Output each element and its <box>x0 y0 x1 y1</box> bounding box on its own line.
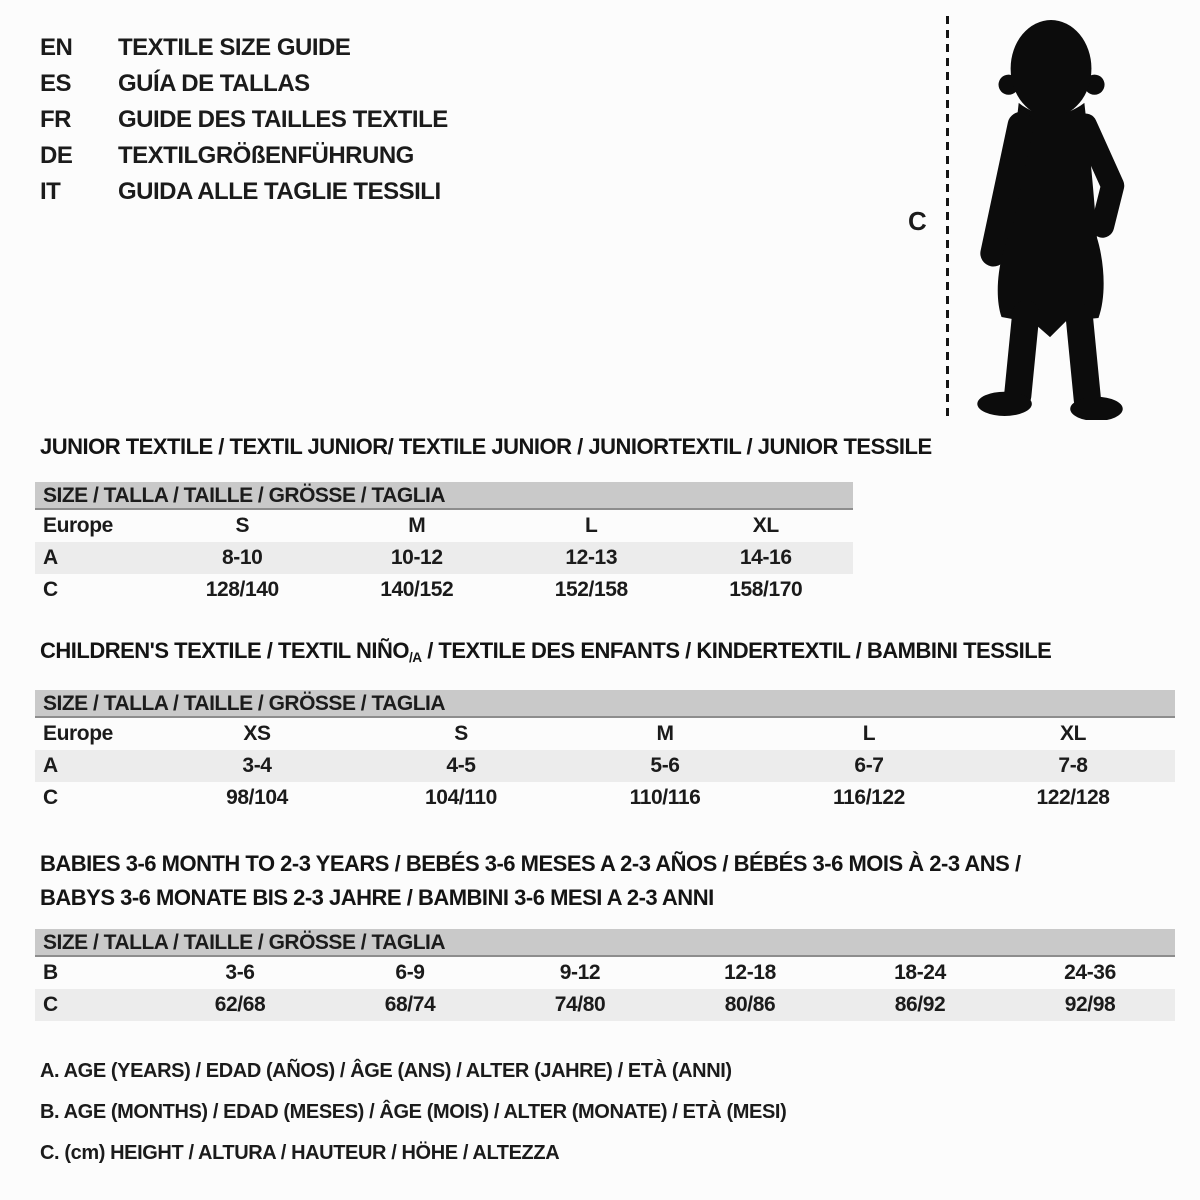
language-title: GUIDA ALLE TAGLIE TESSILI <box>118 178 441 205</box>
measure-legend <box>40 1060 786 1183</box>
children-title-prefix: CHILDREN'S TEXTILE / TEXTIL NIÑO <box>40 638 409 663</box>
table-row-age <box>35 542 853 574</box>
babies-section-title <box>40 847 1021 915</box>
table-cell: 18-24 <box>894 961 946 984</box>
table-row-europe <box>35 718 1175 750</box>
table-cell: 74/80 <box>554 993 606 1016</box>
table-cell: 158/170 <box>729 578 803 601</box>
table-cell: M <box>656 722 674 745</box>
table-cell: 122/128 <box>1036 786 1110 809</box>
babies-title-line1: BABIES 3-6 MONTH TO 2-3 YEARS / BEBÉS 3-6 MESES A 2-3 AÑOS / BÉBÉS 3-6 MOIS À 2-3 ANS / <box>40 851 1021 876</box>
row-label: B <box>43 961 58 984</box>
language-list <box>40 30 448 210</box>
language-title: TEXTILGRÖßENFÜHRUNG <box>118 142 414 169</box>
language-title: TEXTILE SIZE GUIDE <box>118 34 351 61</box>
table-row-height <box>35 782 1175 814</box>
size-header-band: SIZE / TALLA / TAILLE / GRÖSSE / TAGLIA <box>35 482 853 510</box>
table-cell: 104/110 <box>425 786 497 809</box>
table-cell: 12-18 <box>724 961 776 984</box>
table-cell: L <box>585 514 598 537</box>
table-cell: XL <box>752 514 779 537</box>
babies-size-table <box>35 929 1175 1021</box>
row-label: C <box>43 786 58 809</box>
language-code: EN <box>40 34 73 61</box>
language-title: GUIDE DES TAILLES TEXTILE <box>118 106 448 133</box>
legend-line-b: B. AGE (MONTHS) / EDAD (MESES) / ÂGE (MOIS) / ALTER (MONATE) / ETÀ (MESI) <box>40 1101 787 1123</box>
table-cell: 110/116 <box>629 786 701 809</box>
table-cell: 116/122 <box>833 786 905 809</box>
table-cell: XL <box>1059 722 1087 745</box>
row-label: C <box>43 578 58 601</box>
row-label: Europe <box>43 722 113 745</box>
table-cell: 3-6 <box>225 961 255 984</box>
table-cell: 128/140 <box>205 578 279 601</box>
table-cell: 24-36 <box>1064 961 1116 984</box>
language-row <box>40 66 448 102</box>
table-cell: 98/104 <box>226 786 288 809</box>
table-cell: 86/92 <box>894 993 946 1016</box>
language-title: GUÍA DE TALLAS <box>118 70 310 97</box>
language-row <box>40 102 448 138</box>
table-cell: 80/86 <box>724 993 776 1016</box>
table-cell: S <box>235 514 250 537</box>
language-row <box>40 174 448 210</box>
table-cell: XS <box>243 722 271 745</box>
table-row-height <box>35 574 853 606</box>
table-row-height <box>35 989 1175 1021</box>
row-label: C <box>43 993 58 1016</box>
table-cell: 152/158 <box>554 578 628 601</box>
table-cell: 5-6 <box>650 754 680 777</box>
table-cell: 8-10 <box>222 546 263 569</box>
legend-line-a: A. AGE (YEARS) / EDAD (AÑOS) / ÂGE (ANS) / ALTER (JAHRE) / ETÀ (ANNI) <box>40 1060 732 1082</box>
table-cell: 9-12 <box>559 961 601 984</box>
table-cell: 4-5 <box>446 754 476 777</box>
table-cell: 6-9 <box>395 961 425 984</box>
table-row-age-months <box>35 957 1175 989</box>
junior-section-title: JUNIOR TEXTILE / TEXTIL JUNIOR/ TEXTILE JUNIOR / JUNIORTEXTIL / JUNIOR TESSILE <box>40 434 932 459</box>
babies-title-line2: BABYS 3-6 MONATE BIS 2-3 JAHRE / BAMBINI 3-6 MESI A 2-3 ANNI <box>40 885 714 910</box>
height-measure-line <box>946 16 949 418</box>
children-section-title <box>40 638 1051 664</box>
table-cell: S <box>454 722 468 745</box>
row-label: Europe <box>43 514 113 537</box>
language-row <box>40 138 448 174</box>
size-header-band: SIZE / TALLA / TAILLE / GRÖSSE / TAGLIA <box>35 929 1175 957</box>
children-title-suffix: / TEXTILE DES ENFANTS / KINDERTEXTIL / BAMBINI TESSILE <box>421 638 1052 663</box>
language-code: DE <box>40 142 73 169</box>
table-cell: 7-8 <box>1058 754 1088 777</box>
language-code: FR <box>40 106 71 133</box>
row-label: A <box>43 546 58 569</box>
table-cell: L <box>862 722 876 745</box>
language-row <box>40 30 448 66</box>
table-cell: M <box>408 514 426 537</box>
table-cell: 68/74 <box>384 993 436 1016</box>
table-cell: 14-16 <box>739 546 792 569</box>
table-cell: 6-7 <box>854 754 884 777</box>
language-code: IT <box>40 178 61 205</box>
junior-size-table <box>35 482 853 606</box>
table-cell: 92/98 <box>1064 993 1116 1016</box>
children-title-subscript: /A <box>408 649 422 665</box>
table-row-age <box>35 750 1175 782</box>
measure-label-c: C <box>908 206 927 236</box>
row-label: A <box>43 754 58 777</box>
language-code: ES <box>40 70 72 97</box>
table-cell: 10-12 <box>390 546 443 569</box>
children-size-table <box>35 690 1175 814</box>
table-cell: 140/152 <box>380 578 454 601</box>
table-cell: 62/68 <box>214 993 266 1016</box>
legend-line-c: C. (cm) HEIGHT / ALTURA / HAUTEUR / HÖHE / ALTEZZA <box>40 1142 560 1164</box>
size-header-band: SIZE / TALLA / TAILLE / GRÖSSE / TAGLIA <box>35 690 1175 718</box>
toddler-silhouette <box>960 16 1136 420</box>
table-cell: 12-13 <box>565 546 618 569</box>
table-cell: 3-4 <box>242 754 272 777</box>
table-row-europe <box>35 510 853 542</box>
